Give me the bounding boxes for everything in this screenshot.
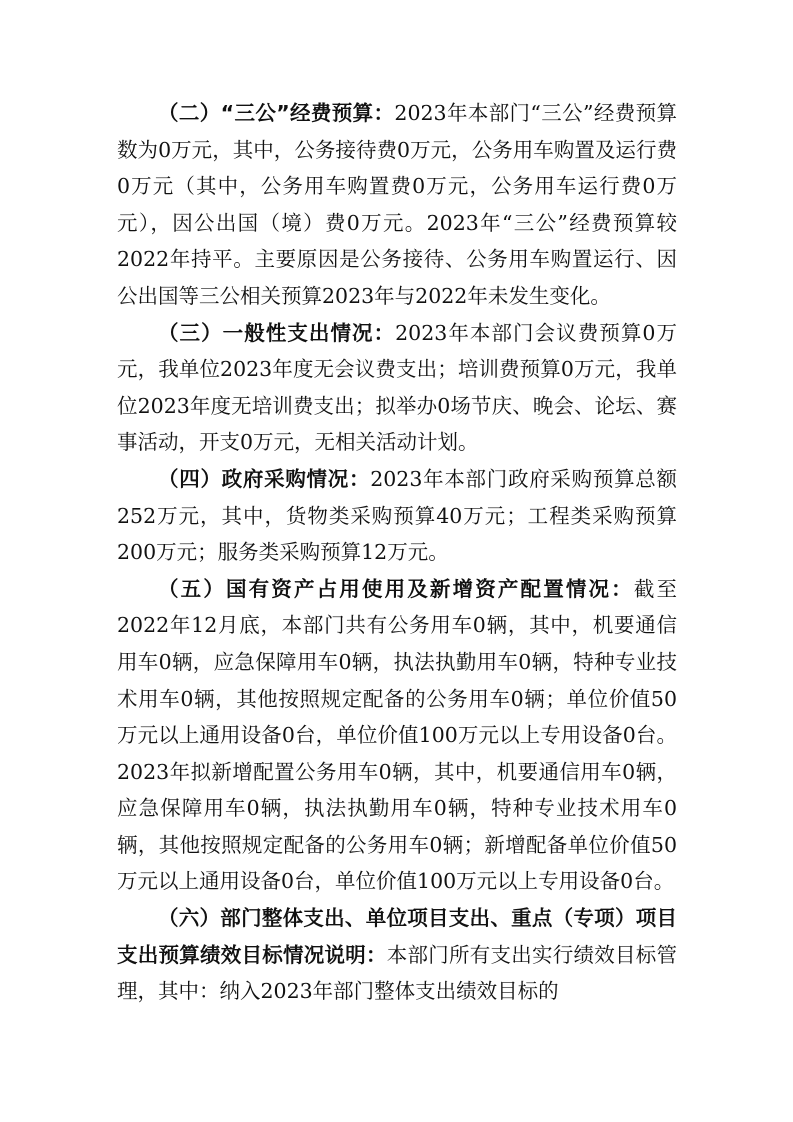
- paragraph-body: 2023年本部门“三公”经费预算数为0万元，其中，公务接待费0万元，公务用车购置及运行费0万元（其中，公务用车购置费0万元，公务用车运行费0万元），因公出国（境）费0万元。2023年“三公”经费预算较2022年持平。主要原因是公务接待、公务用车购置运行、因公出国等三公相关预算2023年与2022年未发生变化。: [117, 101, 677, 308]
- paragraph-body: 2023年本部门政府采购预算总额252万元，其中，货物类采购预算40万元；工程类采购预算200万元；服务类采购预算12万元。: [117, 466, 678, 565]
- paragraph-heading: （五）国有资产占用使用及新增资产配置情况：: [158, 576, 634, 601]
- paragraph-heading: （六）部门整体支出、单位项目支出、重点（专项）项目支出预算绩效目标情况说明：: [117, 906, 677, 967]
- paragraph-government-procurement: [117, 461, 677, 571]
- paragraph-body: 2023年本部门会议费预算0万元，我单位2023年度无会议费支出；培训费预算0万元，我单位2023年度无培训费支出；拟举办0场节庆、晚会、论坛、赛事活动，开支0万元，无相关活动计划。: [117, 320, 677, 455]
- paragraph-heading: （四）政府采购情况：: [158, 466, 371, 491]
- paragraph-body: 截至2022年12月底，本部门共有公务用车0辆，其中，机要通信用车0辆，应急保障用车0辆，执法执勤用车0辆，特种专业技术用车0辆，其他按照规定配备的公务用车0辆；单位价值50万元以上通用设备0台，单位价值100万元以上专用设备0台。2023年拟新增配置公务用车0辆，其中，机要通信用车0辆，应急保障用车0辆，执法执勤用车0辆，特种专业技术用车0辆，其他按照规定配备的公务用车0辆；新增配备单位价值50万元以上通用设备0台，单位价值100万元以上专用设备0台。: [117, 576, 678, 894]
- paragraph-general-expenses: [117, 315, 677, 461]
- paragraph-heading: （三）一般性支出情况：: [158, 320, 396, 345]
- paragraph-heading: （二）“三公”经费预算：: [158, 101, 395, 125]
- document-page: [117, 95, 677, 1010]
- paragraph-body: 本部门所有支出实行绩效目标管理，其中：纳入2023年部门整体支出绩效目标的: [117, 942, 677, 1004]
- paragraph-performance-goals: [117, 900, 677, 1010]
- paragraph-state-assets: [117, 571, 677, 900]
- paragraph-three-public-expenses: [117, 95, 677, 315]
